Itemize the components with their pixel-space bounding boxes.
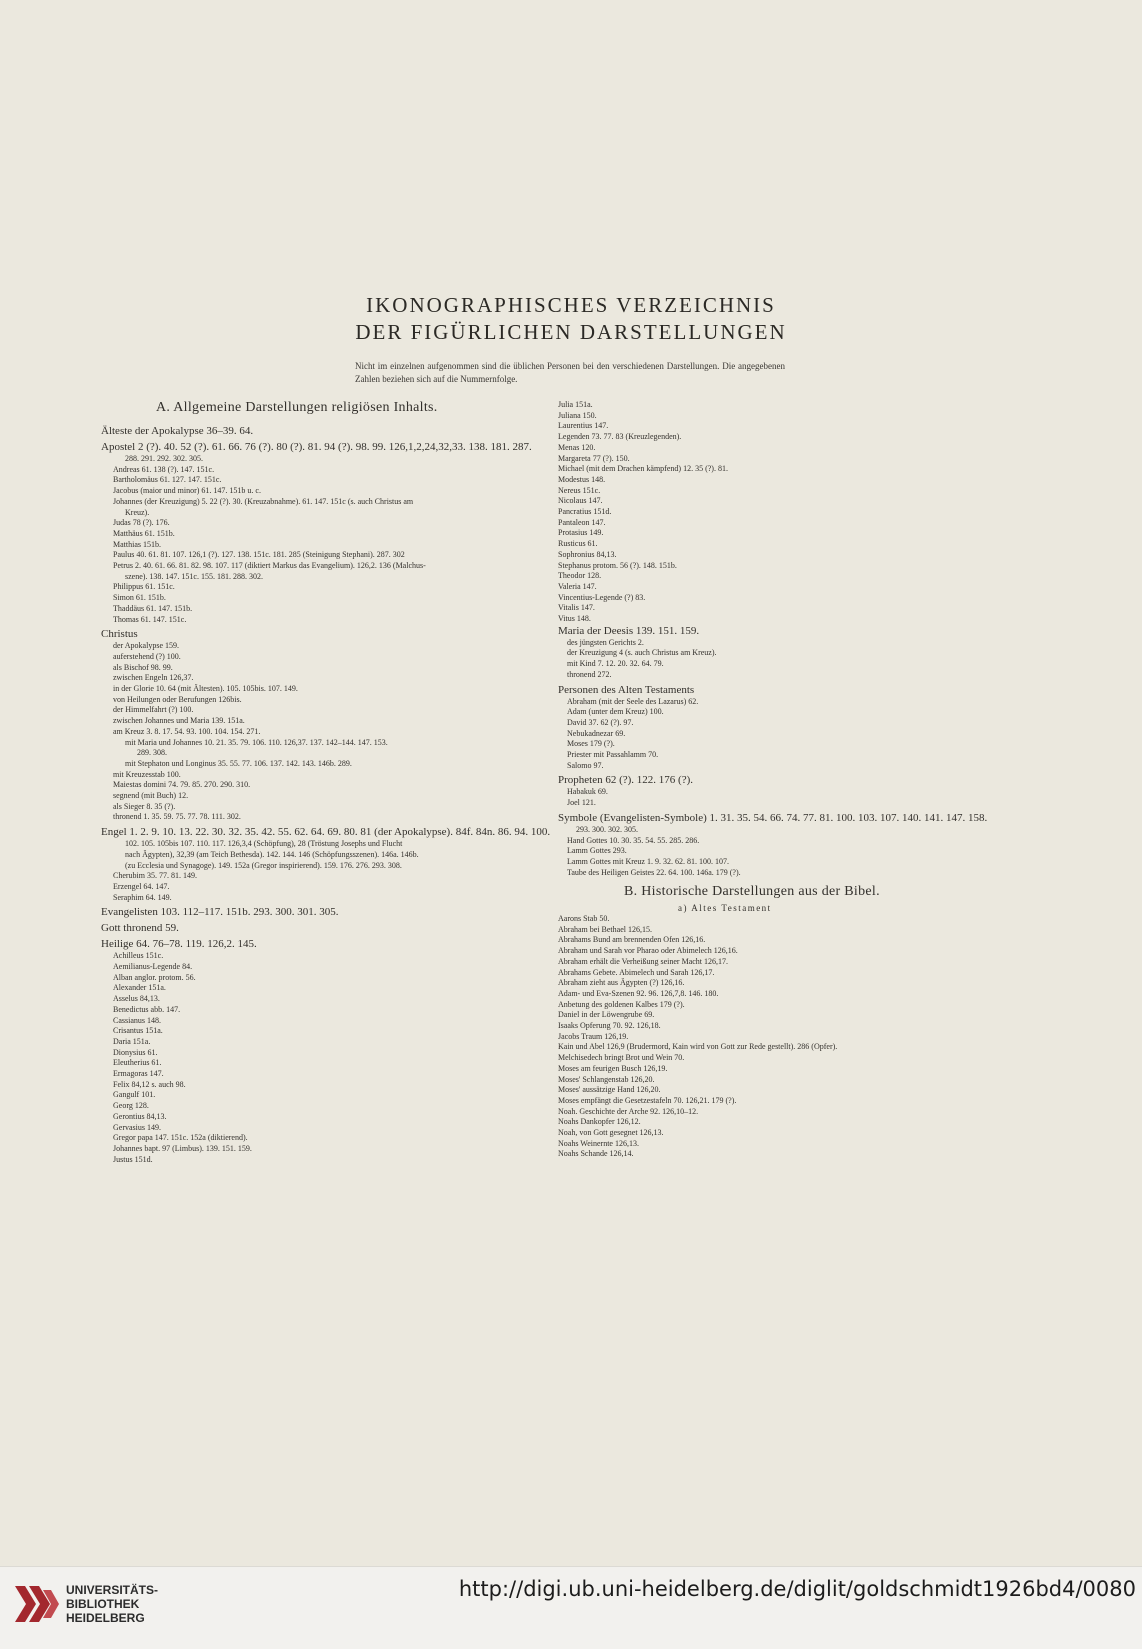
index-entry: Sophronius 84,13. — [558, 549, 617, 559]
index-entry: der Himmelfahrt (?) 100. — [113, 705, 194, 715]
index-entry: Moses' aussätzige Hand 126,20. — [558, 1085, 661, 1095]
index-entry: Vitus 148. — [558, 614, 591, 623]
index-entry: Noahs Weinernte 126,13. — [558, 1138, 639, 1148]
index-entry: Vincentius-Legende (?) 83. — [558, 592, 646, 602]
index-entry: Vitalis 147. — [558, 603, 595, 613]
permalink-url[interactable]: http://digi.ub.uni-heidelberg.de/diglit/goldschmidt1926bd4/0080 — [458, 1577, 1136, 1601]
index-entry: Älteste der Apokalypse 36–39. 64. — [101, 425, 254, 437]
library-name-line-1: UNIVERSITÄTS- — [66, 1583, 159, 1597]
index-entry: Christus — [101, 628, 138, 641]
index-entry: Adam (unter dem Kreuz) 100. — [567, 707, 664, 717]
index-entry: Judas 78 (?). 176. — [113, 518, 170, 528]
index-entry: Felix 84,12 s. auch 98. — [113, 1079, 186, 1089]
index-entry: Melchisedech bringt Brot und Wein 70. — [558, 1053, 685, 1063]
page-title-line-2: DER FIGÜRLICHEN DARSTELLUNGEN — [355, 320, 787, 344]
index-entry: Alban anglor. protom. 56. — [113, 972, 196, 982]
index-entry: Simon 61. 151b. — [113, 593, 166, 603]
index-entry: Dionysius 61. — [113, 1047, 158, 1057]
index-entry: Ermagoras 147. — [113, 1069, 164, 1078]
index-entry: mit Kind 7. 12. 20. 32. 64. 79. — [567, 659, 664, 669]
index-entry: Daria 151a. — [113, 1036, 151, 1046]
index-entry: Isaaks Opferung 70. 92. 126,18. — [558, 1021, 661, 1030]
index-entry: Apostel 2 (?). 40. 52 (?). 61. 66. 76 (?). 80 (?). 81. 94 (?). 98. 99. 126,1,2,24,32,33. 138. 181. 287. — [101, 441, 532, 453]
index-entry: Thomas 61. 147. 151c. — [113, 614, 187, 624]
library-name — [66, 1583, 158, 1625]
index-entry: Moses empfängt die Gesetzestafeln 70. 126,21. 179 (?). — [558, 1095, 737, 1105]
index-entry: Engel 1. 2. 9. 10. 13. 22. 30. 32. 35. 42. 55. 62. 64. 69. 80. 81 (der Apokalypse). 84f. 84n. 86. 94. 100. — [101, 826, 551, 839]
library-name-line-2: BIBLIOTHEK — [66, 1597, 140, 1611]
index-entry: mit Kreuzesstab 100. — [113, 769, 181, 779]
index-entry: Andreas 61. 138 (?). 147. 151c. — [113, 464, 215, 474]
index-entry: Georg 128. — [113, 1101, 149, 1111]
index-entry: Achilleus 151c. — [113, 951, 164, 961]
index-entry: Juliana 150. — [558, 410, 597, 420]
index-entry: David 37. 62 (?). 97. — [567, 717, 634, 727]
index-entry: segnend (mit Buch) 12. — [113, 791, 189, 800]
index-entry: von Heilungen oder Berufungen 126bis. — [113, 694, 242, 704]
index-entry: des jüngsten Gerichts 2. — [567, 637, 644, 647]
index-entry: der Apokalypse 159. — [113, 641, 179, 651]
index-entry: Cherubim 35. 77. 81. 149. — [113, 871, 197, 881]
index-entry: Paulus 40. 61. 81. 107. 126,1 (?). 127. 138. 151c. 181. 285 (Steinigung Stephani). 287. 302 — [113, 550, 405, 560]
index-entry: Benedictus abb. 147. — [113, 1004, 181, 1014]
index-entry: Taube des Heiligen Geistes 22. 64. 100. 146a. 179 (?). — [567, 867, 741, 877]
index-entry: Stephanus protom. 56 (?). 148. 151b. — [558, 560, 677, 570]
index-entry: 288. 291. 292. 302. 305. — [125, 454, 203, 463]
index-entry: als Sieger 8. 35 (?). — [113, 801, 176, 811]
index-entry: Lamm Gottes mit Kreuz 1. 9. 32. 62. 81. 100. 107. — [567, 856, 729, 866]
index-entry: Noah. Geschichte der Arche 92. 126,10–12. — [558, 1106, 699, 1116]
index-entry: Laurentius 147. — [558, 421, 609, 431]
index-entry: Maria der Deesis 139. 151. 159. — [558, 624, 700, 637]
index-entry: Daniel in der Löwengrube 69. — [558, 1010, 655, 1020]
index-entry: Joel 121. — [567, 798, 596, 808]
index-entry: Julia 151a. — [558, 400, 593, 409]
index-entry: Johannes (der Kreuzigung) 5. 22 (?). 30. (Kreuzabnahme). 61. 147. 151c (s. auch Christus am — [113, 496, 414, 506]
index-entry: nach Ägypten), 32,39 (am Teich Bethesda). 142. 144. 146 (Schöpfungsszenen). 146a. 146b. — [125, 849, 419, 859]
index-entry: Jacobus (maior und minor) 61. 147. 151b u. c. — [113, 486, 261, 496]
index-entry: Pancratius 151d. — [558, 507, 612, 516]
index-entry: Priester mit Passahlamm 70. — [567, 750, 659, 759]
index-entry: Gregor papa 147. 151c. 152a (diktierend). — [113, 1133, 248, 1143]
index-entry: Gervasius 149. — [113, 1122, 161, 1132]
index-entry: Valeria 147. — [558, 581, 597, 591]
index-entry: Habakuk 69. — [567, 787, 608, 797]
index-entry: Menas 120. — [558, 442, 596, 452]
index-entry: Abraham und Sarah vor Pharao oder Abimelech 126,16. — [558, 946, 738, 956]
index-entry: Gerontius 84,13. — [113, 1111, 167, 1121]
index-entry: Aemilianus-Legende 84. — [113, 962, 193, 971]
index-entry: Matthäus 61. 151b. — [113, 528, 175, 538]
index-entry: B. Historische Darstellungen aus der Bibel. — [624, 884, 880, 900]
index-entry: Alexander 151a. — [113, 983, 166, 993]
index-entry: Philippus 61. 151c. — [113, 582, 175, 592]
index-entry: Modestus 148. — [558, 474, 606, 484]
index-entry: Noahs Dankopfer 126,12. — [558, 1117, 641, 1127]
index-entry: der Kreuzigung 4 (s. auch Christus am Kreuz). — [567, 648, 717, 658]
library-name-line-3: HEIDELBERG — [66, 1611, 145, 1625]
page-title-line-1: IKONOGRAPHISCHES VERZEICHNIS — [366, 293, 776, 317]
index-entry: Protasius 149. — [558, 528, 604, 538]
index-entry: mit Maria und Johannes 10. 21. 35. 79. 106. 110. 126,37. 137. 142–144. 147. 153. — [125, 737, 388, 747]
index-entry: szene). 138. 147. 151c. 155. 181. 288. 302. — [125, 571, 263, 581]
index-entry: Anbetung des goldenen Kalbes 179 (?). — [558, 999, 685, 1009]
index-entry: Justus 151d. — [113, 1154, 153, 1164]
index-entry: auferstehend (?) 100. — [113, 651, 181, 661]
index-entry: Abrahams Gebete. Abimelech und Sarah 126,17. — [558, 967, 715, 977]
index-entry: Nebukadnezar 69. — [567, 728, 626, 738]
index-entry: als Bischof 98. 99. — [113, 662, 173, 672]
index-entry: zwischen Engeln 126,37. — [113, 673, 194, 683]
index-entry: a) Altes Testament — [678, 903, 772, 914]
index-entry: Seraphim 64. 149. — [113, 892, 172, 902]
index-entry: Abrahams Bund am brennenden Ofen 126,16. — [558, 935, 706, 945]
index-entry: Legenden 73. 77. 83 (Kreuzlegenden). — [558, 432, 682, 442]
index-entry: Personen des Alten Testaments — [558, 683, 695, 696]
index-entry: Lamm Gottes 293. — [567, 846, 627, 856]
index-entry: Gott thronend 59. — [101, 922, 179, 935]
index-entry: Cassianus 148. — [113, 1015, 161, 1025]
index-entry: thronend 1. 35. 59. 75. 77. 78. 111. 302. — [113, 812, 241, 822]
index-entry: Noah, von Gott gesegnet 126,13. — [558, 1128, 664, 1137]
index-entry: Petrus 2. 40. 61. 66. 81. 82. 98. 107. 117 (diktiert Markus das Evangelium). 126,2. 136 (Malchus- — [113, 561, 426, 570]
index-entry: (zu Ecclesia und Synagoge). 149. 152a (Gregor inspirierend). 159. 176. 276. 293. 308. — [125, 860, 402, 870]
index-entry: Abraham erhält die Verheißung seiner Macht 126,17. — [558, 956, 729, 966]
index-entry: Moses am feurigen Busch 126,19. — [558, 1063, 668, 1073]
index-entry: Moses 179 (?). — [567, 739, 615, 749]
index-entry: Kreuz). — [125, 507, 150, 517]
index-entry: Crisantus 151a. — [113, 1026, 163, 1036]
index-entry: am Kreuz 3. 8. 17. 54. 93. 100. 104. 154. 271. — [113, 726, 261, 736]
index-entry: Hand Gottes 10. 30. 35. 54. 55. 285. 286. — [567, 835, 700, 845]
index-entry: Symbole (Evangelisten-Symbole) 1. 31. 35. 54. 66. 74. 77. 81. 100. 103. 107. 140. 141. 147. 158. — [558, 811, 988, 824]
index-entry: Heilige 64. 76–78. 119. 126,2. 145. — [101, 938, 257, 951]
index-entry: Asselus 84,13. — [113, 994, 160, 1004]
index-entry: Aarons Stab 50. — [558, 914, 610, 923]
index-entry: Adam- und Eva-Szenen 92. 96. 126,7,8. 146. 180. — [558, 988, 719, 998]
index-entry: Maiestas domini 74. 79. 85. 270. 290. 310. — [113, 780, 251, 790]
index-entry: Nereus 151c. — [558, 485, 601, 495]
index-entry: Moses' Schlangenstab 126,20. — [558, 1074, 655, 1084]
index-entry: Kain und Abel 126,9 (Brudermord, Kain wird von Gott zur Rede gestellt). 286 (Opfer). — [558, 1042, 838, 1052]
index-entry: Erzengel 64. 147. — [113, 881, 170, 891]
index-entry: Abraham (mit der Seele des Lazarus) 62. — [567, 696, 699, 706]
index-entry: Propheten 62 (?). 122. 176 (?). — [558, 774, 694, 787]
index-entry: A. Allgemeine Darstellungen religiösen Inhalts. — [156, 400, 438, 415]
index-entry: mit Stephaton und Longinus 35. 55. 77. 106. 137. 142. 143. 146b. 289. — [125, 758, 352, 768]
index-entry: 293. 300. 302. 305. — [576, 824, 638, 834]
index-entry: Nicolaus 147. — [558, 496, 603, 506]
index-entry: Margareta 77 (?). 150. — [558, 453, 630, 463]
index-entry: Gangulf 101. — [113, 1090, 156, 1100]
index-entry: Pantaleon 147. — [558, 517, 606, 527]
index-entry: Abraham zieht aus Ägypten (?) 126,16. — [558, 978, 685, 988]
index-entry: Michael (mit dem Drachen kämpfend) 12. 35 (?). 81. — [558, 464, 728, 474]
index-entry: Noahs Schande 126,14. — [558, 1149, 634, 1159]
university-library-logo-icon — [11, 1578, 61, 1632]
index-entry: Salomo 97. — [567, 760, 604, 770]
index-entry: Abraham bei Bethael 126,15. — [558, 924, 652, 934]
index-entry: Thaddäus 61. 147. 151b. — [113, 603, 193, 613]
index-entry: Bartholomäus 61. 127. 147. 151c. — [113, 475, 222, 485]
index-entry: 102. 105. 105bis 107. 110. 117. 126,3,4 (Schöpfung), 28 (Tröstung Josephs und Flucht — [125, 839, 403, 849]
index-entry: thronend 272. — [567, 669, 612, 679]
index-entry: Johannes bapt. 97 (Limbus). 139. 151. 159. — [113, 1143, 252, 1153]
index-entry: Rusticus 61. — [558, 539, 598, 549]
index-entry: 289. 308. — [137, 748, 167, 758]
index-entry: Eleutherius 61. — [113, 1058, 162, 1068]
intro-note: Nicht im einzelnen aufgenommen sind die üblichen Personen bei den verschiedenen Darstellungen. Die angegebenen Zahlen beziehen sich auf die Nummernfolge. — [355, 361, 785, 384]
index-entry: in der Glorie 10. 64 (mit Ältesten). 105. 105bis. 107. 149. — [113, 684, 298, 693]
index-entry: Jacobs Traum 126,19. — [558, 1031, 629, 1041]
index-entry: Theodor 128. — [558, 571, 602, 581]
index-entry: zwischen Johannes und Maria 139. 151a. — [113, 716, 245, 726]
index-entry: Evangelisten 103. 112–117. 151b. 293. 300. 301. 305. — [101, 906, 339, 919]
index-entry: Matthias 151b. — [113, 539, 161, 549]
